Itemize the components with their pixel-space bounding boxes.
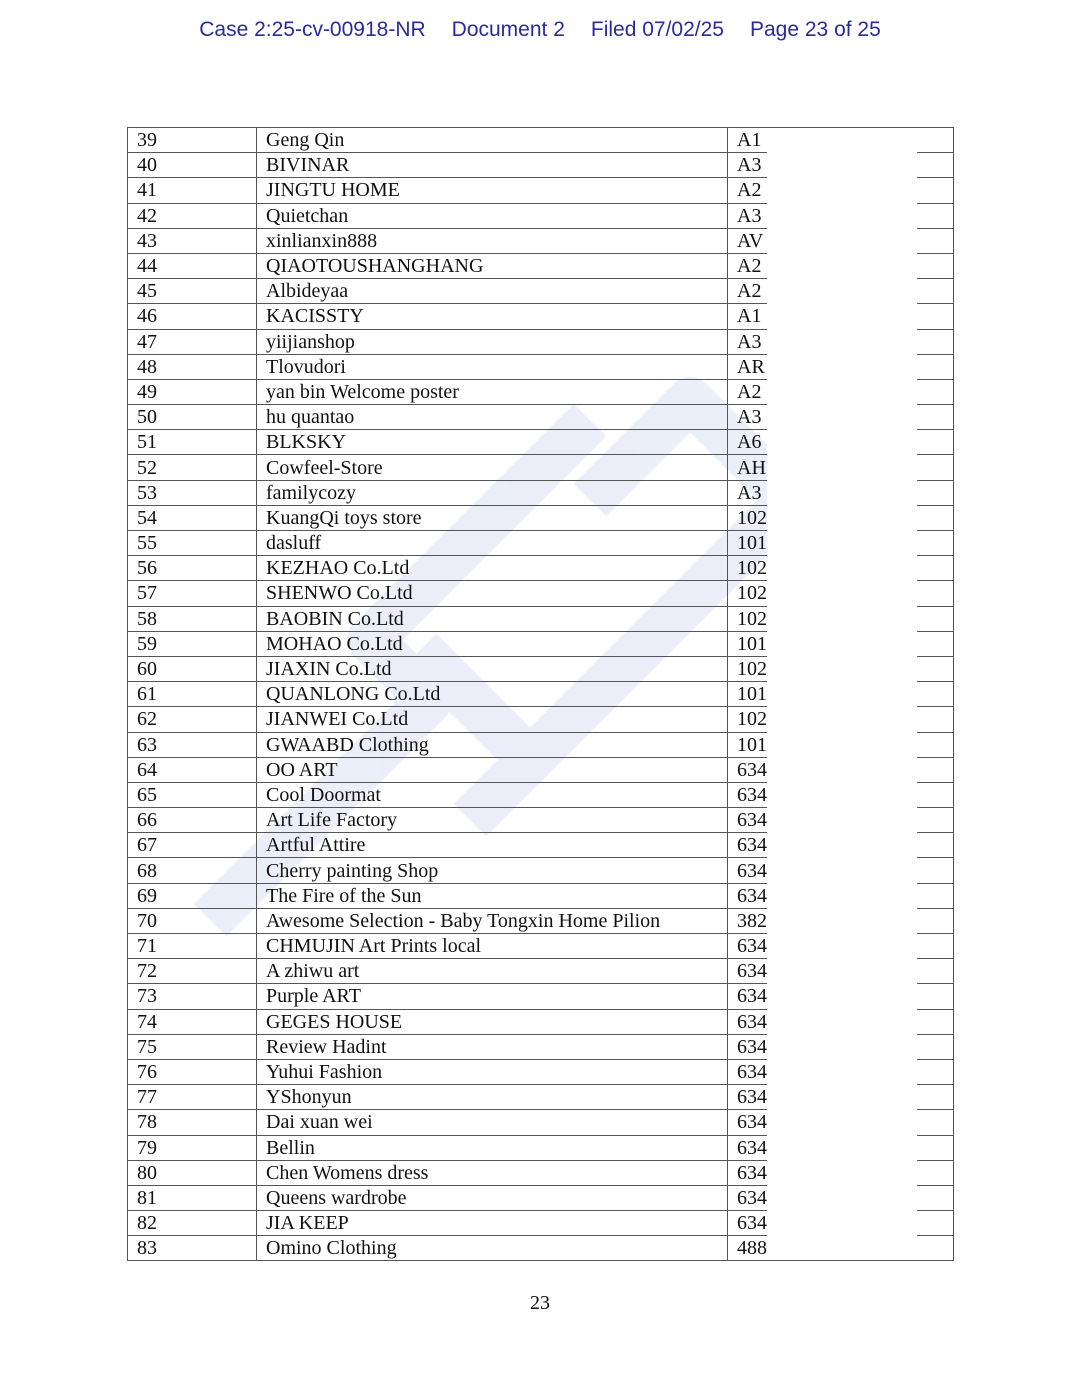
seller-id: 634	[728, 959, 954, 984]
seller-name: Review Hadint	[257, 1034, 728, 1059]
seller-name: Omino Clothing	[257, 1236, 728, 1261]
seller-name: A zhiwu art	[257, 959, 728, 984]
row-number: 63	[128, 732, 257, 757]
seller-name: yiijianshop	[257, 329, 728, 354]
row-number: 52	[128, 455, 257, 480]
row-number: 77	[128, 1085, 257, 1110]
seller-id: A6	[728, 430, 954, 455]
seller-name: OO ART	[257, 757, 728, 782]
seller-name: KACISSTY	[257, 304, 728, 329]
row-number: 82	[128, 1211, 257, 1236]
seller-id: 634	[728, 1110, 954, 1135]
seller-id: 634	[728, 858, 954, 883]
seller-name: Queens wardrobe	[257, 1185, 728, 1210]
seller-name: hu quantao	[257, 405, 728, 430]
seller-id: 634	[728, 1085, 954, 1110]
seller-id: 102	[728, 656, 954, 681]
row-number: 72	[128, 959, 257, 984]
row-number: 54	[128, 505, 257, 530]
row-number: 75	[128, 1034, 257, 1059]
row-number: 57	[128, 581, 257, 606]
row-number: 81	[128, 1185, 257, 1210]
seller-name: Bellin	[257, 1135, 728, 1160]
seller-id: 634	[728, 1160, 954, 1185]
row-number: 55	[128, 531, 257, 556]
seller-id: A2	[728, 178, 954, 203]
seller-name: Tlovudori	[257, 354, 728, 379]
row-number: 51	[128, 430, 257, 455]
seller-name: The Fire of the Sun	[257, 883, 728, 908]
seller-id: 634	[728, 833, 954, 858]
seller-id: 101	[728, 682, 954, 707]
seller-id: 634	[728, 1135, 954, 1160]
seller-id: 634	[728, 984, 954, 1009]
row-number: 60	[128, 656, 257, 681]
seller-id: AV	[728, 228, 954, 253]
seller-id: A1	[728, 128, 954, 153]
row-number: 74	[128, 1009, 257, 1034]
seller-id: 634	[728, 1034, 954, 1059]
seller-name: Geng Qin	[257, 128, 728, 153]
row-number: 69	[128, 883, 257, 908]
seller-id: 634	[728, 782, 954, 807]
seller-id: 634	[728, 757, 954, 782]
seller-id: 102	[728, 707, 954, 732]
seller-name: JINGTU HOME	[257, 178, 728, 203]
seller-id: 488	[728, 1236, 954, 1261]
seller-id: A3	[728, 405, 954, 430]
page-indicator: Page 23 of 25	[750, 18, 881, 41]
seller-name: GWAABD Clothing	[257, 732, 728, 757]
row-number: 42	[128, 203, 257, 228]
seller-id: A3	[728, 203, 954, 228]
row-number: 50	[128, 405, 257, 430]
seller-name: Purple ART	[257, 984, 728, 1009]
seller-name: Cool Doormat	[257, 782, 728, 807]
seller-name: GEGES HOUSE	[257, 1009, 728, 1034]
row-number: 61	[128, 682, 257, 707]
document-number: Document 2	[451, 18, 565, 41]
row-number: 62	[128, 707, 257, 732]
seller-name: JIA KEEP	[257, 1211, 728, 1236]
seller-name: Cowfeel-Store	[257, 455, 728, 480]
row-number: 83	[128, 1236, 257, 1261]
seller-id: 101	[728, 631, 954, 656]
seller-name: Albideyaa	[257, 279, 728, 304]
seller-name: BAOBIN Co.Ltd	[257, 606, 728, 631]
seller-name: KEZHAO Co.Ltd	[257, 556, 728, 581]
seller-name: Yuhui Fashion	[257, 1059, 728, 1084]
seller-id: A3	[728, 329, 954, 354]
row-number: 67	[128, 833, 257, 858]
seller-name: YShonyun	[257, 1085, 728, 1110]
row-number: 65	[128, 782, 257, 807]
seller-name: BIVINAR	[257, 153, 728, 178]
seller-name: yan bin Welcome poster	[257, 379, 728, 404]
seller-id: 634	[728, 883, 954, 908]
seller-id: 634	[728, 1211, 954, 1236]
row-number: 79	[128, 1135, 257, 1160]
ecf-header	[0, 18, 1080, 42]
seller-name: dasluff	[257, 531, 728, 556]
seller-id: 634	[728, 808, 954, 833]
seller-id: AH	[728, 455, 954, 480]
seller-name: SHENWO Co.Ltd	[257, 581, 728, 606]
seller-id: A3	[728, 480, 954, 505]
row-number: 48	[128, 354, 257, 379]
row-number: 41	[128, 178, 257, 203]
row-number: 47	[128, 329, 257, 354]
seller-name: Dai xuan wei	[257, 1110, 728, 1135]
seller-name: MOHAO Co.Ltd	[257, 631, 728, 656]
row-number: 64	[128, 757, 257, 782]
seller-name: QUANLONG Co.Ltd	[257, 682, 728, 707]
filed-date: Filed 07/02/25	[590, 18, 724, 41]
row-number: 58	[128, 606, 257, 631]
row-number: 70	[128, 908, 257, 933]
row-number: 40	[128, 153, 257, 178]
seller-name: KuangQi toys store	[257, 505, 728, 530]
seller-id: A3	[728, 153, 954, 178]
seller-id: 382	[728, 908, 954, 933]
seller-name: Cherry painting Shop	[257, 858, 728, 883]
row-number: 66	[128, 808, 257, 833]
seller-id: 634	[728, 1185, 954, 1210]
seller-id: 101	[728, 732, 954, 757]
row-number: 71	[128, 934, 257, 959]
seller-id: 102	[728, 606, 954, 631]
seller-name: Art Life Factory	[257, 808, 728, 833]
row-number: 46	[128, 304, 257, 329]
seller-name: JIAXIN Co.Ltd	[257, 656, 728, 681]
seller-name: JIANWEI Co.Ltd	[257, 707, 728, 732]
row-number: 45	[128, 279, 257, 304]
seller-id: 102	[728, 556, 954, 581]
seller-id: A1	[728, 304, 954, 329]
seller-id: 634	[728, 1059, 954, 1084]
seller-id: 101	[728, 531, 954, 556]
row-number: 43	[128, 228, 257, 253]
redaction-box	[767, 129, 917, 1258]
seller-name: BLKSKY	[257, 430, 728, 455]
seller-id: 634	[728, 1009, 954, 1034]
seller-id: AR	[728, 354, 954, 379]
row-number: 56	[128, 556, 257, 581]
seller-name: QIAOTOUSHANGHANG	[257, 253, 728, 278]
row-number: 44	[128, 253, 257, 278]
row-number: 78	[128, 1110, 257, 1135]
row-number: 49	[128, 379, 257, 404]
row-number: 59	[128, 631, 257, 656]
row-number: 80	[128, 1160, 257, 1185]
row-number: 68	[128, 858, 257, 883]
row-number: 76	[128, 1059, 257, 1084]
seller-id: A2	[728, 379, 954, 404]
seller-id: A2	[728, 253, 954, 278]
seller-id: 102	[728, 505, 954, 530]
seller-name: xinlianxin888	[257, 228, 728, 253]
row-number: 39	[128, 128, 257, 153]
seller-name: Quietchan	[257, 203, 728, 228]
seller-name: Artful Attire	[257, 833, 728, 858]
seller-id: A2	[728, 279, 954, 304]
page-number: 23	[530, 1292, 550, 1314]
seller-id: 634	[728, 934, 954, 959]
row-number: 53	[128, 480, 257, 505]
seller-name: CHMUJIN Art Prints local	[257, 934, 728, 959]
seller-id: 102	[728, 581, 954, 606]
seller-name: Awesome Selection - Baby Tongxin Home Pilion	[257, 908, 728, 933]
case-number: Case 2:25-cv-00918-NR	[199, 18, 426, 41]
seller-name: familycozy	[257, 480, 728, 505]
row-number: 73	[128, 984, 257, 1009]
seller-name: Chen Womens dress	[257, 1160, 728, 1185]
